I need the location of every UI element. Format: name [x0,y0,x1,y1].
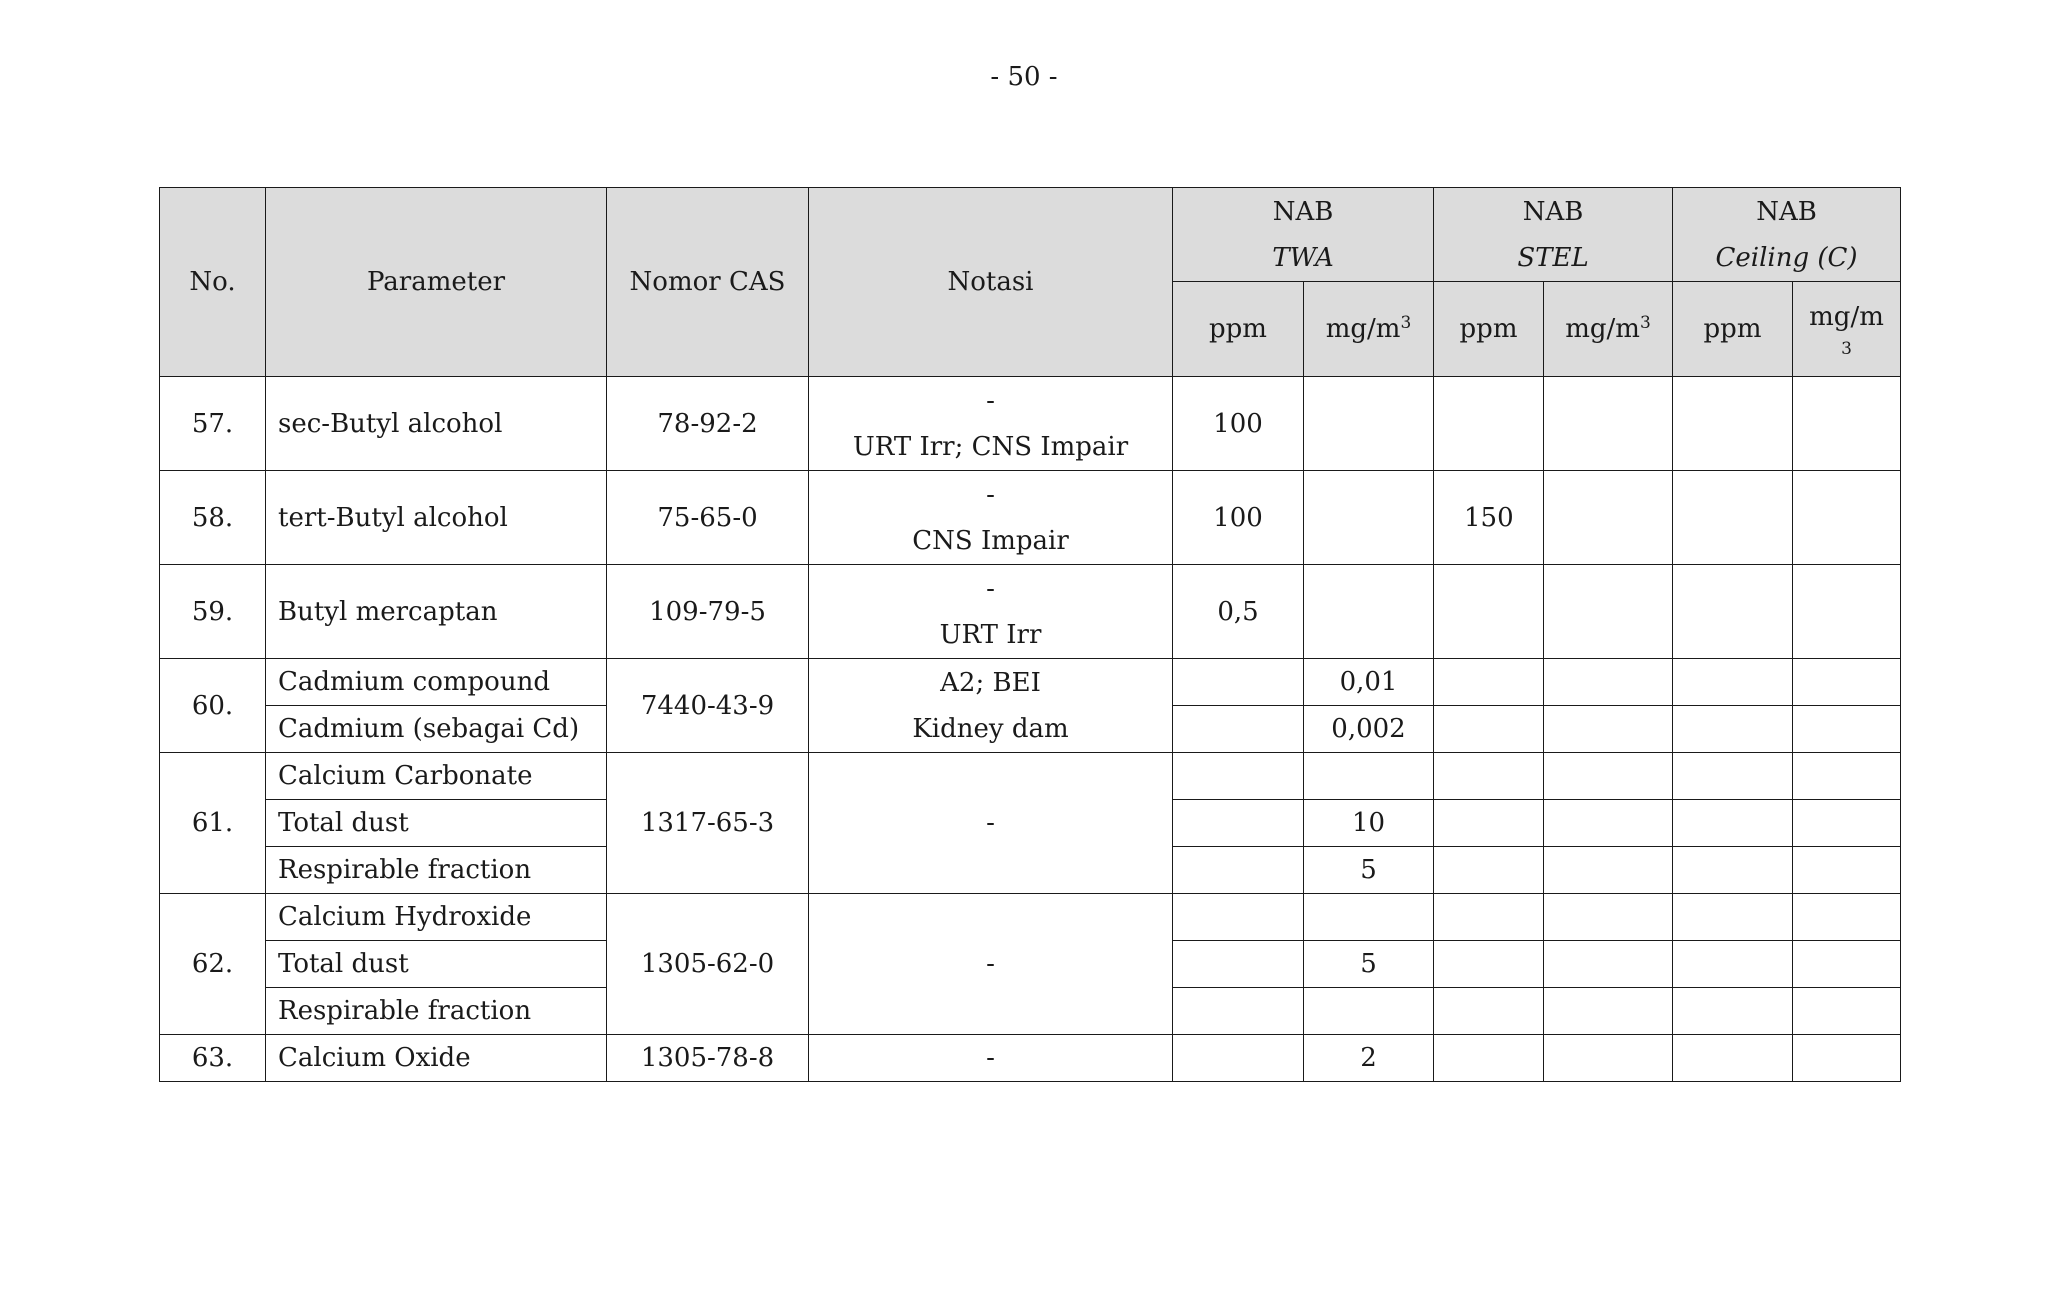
table-row [160,894,1901,941]
cell-ceiling-mgm3 [1793,659,1901,706]
table-row [160,377,1901,471]
cell-stel-ppm [1434,988,1544,1035]
notasi-line-1: A2; BEI [940,667,1041,698]
cell-stel-mgm3 [1544,941,1673,988]
unit-superscript-wrapped: 3 [1841,339,1852,359]
header-no: No. [160,188,266,377]
unit-mgm: mg/m [1325,314,1401,344]
header-stel-mgm3 [1544,282,1673,377]
cell-twa-ppm [1173,988,1304,1035]
cell-twa-mgm3: 5 [1304,847,1434,894]
cell-stel-ppm [1434,377,1544,471]
cell-twa-mgm3 [1304,377,1434,471]
cell-parameter: Respirable fraction [266,988,607,1035]
cell-ceiling-ppm [1673,1035,1793,1082]
header-stel-label: STEL [1517,242,1589,273]
cell-parameter: sec-Butyl alcohol [266,377,607,471]
cell-no: 57. [160,377,266,471]
cell-no: 59. [160,565,266,659]
cell-twa-mgm3 [1304,988,1434,1035]
cell-stel-ppm [1434,1035,1544,1082]
header-twa-label: TWA [1272,242,1334,273]
cell-no: 61. [160,753,266,894]
cell-notasi [809,659,1173,753]
cell-cas: 1305-78-8 [607,1035,809,1082]
table-row [160,1035,1901,1082]
cell-cas: 109-79-5 [607,565,809,659]
cell-stel-ppm [1434,894,1544,941]
table-row [160,471,1901,565]
cell-ceiling-ppm [1673,659,1793,706]
cell-stel-mgm3 [1544,706,1673,753]
cell-twa-ppm [1173,753,1304,800]
cell-notasi: - [809,753,1173,894]
cell-twa-ppm: 100 [1173,471,1304,565]
cell-notasi: - [809,1035,1173,1082]
cell-stel-ppm [1434,753,1544,800]
nab-table [159,187,1901,1082]
notasi-line-2: CNS Impair [912,525,1069,556]
cell-ceiling-ppm [1673,894,1793,941]
cell-twa-ppm [1173,894,1304,941]
cell-stel-ppm [1434,800,1544,847]
header-ceiling-label: Ceiling (C) [1715,242,1858,273]
cell-twa-mgm3 [1304,471,1434,565]
cell-ceiling-ppm [1673,471,1793,565]
cell-stel-mgm3 [1544,659,1673,706]
cell-parameter: Cadmium (sebagai Cd) [266,706,607,753]
unit-superscript: 3 [1400,313,1412,333]
cell-stel-mgm3 [1544,565,1673,659]
notasi-line-1: - [986,385,995,416]
cell-cas: 1317-65-3 [607,753,809,894]
cell-parameter: Calcium Oxide [266,1035,607,1082]
cell-notasi [809,471,1173,565]
notasi-line-1: - [986,479,995,510]
cell-stel-mgm3 [1544,377,1673,471]
header-ceiling-mgm3 [1793,282,1901,377]
cell-ceiling-ppm [1673,988,1793,1035]
cell-ceiling-ppm [1673,753,1793,800]
notasi-line-2: URT Irr [939,619,1042,650]
cell-ceiling-mgm3 [1793,471,1901,565]
header-ceiling-ppm: ppm [1673,282,1793,377]
cell-no: 60. [160,659,266,753]
cell-twa-mgm3 [1304,565,1434,659]
cell-parameter: Cadmium compound [266,659,607,706]
header-twa-ppm: ppm [1173,282,1304,377]
cell-stel-ppm [1434,941,1544,988]
cell-twa-ppm: 100 [1173,377,1304,471]
cell-notasi: - [809,894,1173,1035]
header-nab-label: NAB [1756,196,1817,227]
cell-twa-ppm: 0,5 [1173,565,1304,659]
unit-mgm-wrapped: mg/m [1809,302,1884,332]
table-row [160,753,1901,800]
cell-twa-ppm [1173,847,1304,894]
cell-ceiling-ppm [1673,800,1793,847]
cell-parameter: Respirable fraction [266,847,607,894]
cell-stel-ppm [1434,565,1544,659]
header-parameter: Parameter [266,188,607,377]
header-stel-ppm: ppm [1434,282,1544,377]
notasi-line-2: Kidney dam [912,713,1069,744]
cell-ceiling-ppm [1673,847,1793,894]
unit-superscript: 3 [1639,313,1651,333]
cell-stel-mgm3 [1544,471,1673,565]
cell-twa-ppm [1173,659,1304,706]
cell-twa-ppm [1173,941,1304,988]
cell-no: 58. [160,471,266,565]
cell-ceiling-mgm3 [1793,706,1901,753]
cell-stel-ppm: 150 [1434,471,1544,565]
cell-stel-mgm3 [1544,894,1673,941]
cell-parameter: Butyl mercaptan [266,565,607,659]
cell-twa-ppm [1173,1035,1304,1082]
cell-cas: 1305-62-0 [607,894,809,1035]
cell-ceiling-mgm3 [1793,377,1901,471]
cell-no: 62. [160,894,266,1035]
cell-ceiling-mgm3 [1793,988,1901,1035]
cell-cas: 7440-43-9 [607,659,809,753]
cell-cas: 75-65-0 [607,471,809,565]
cell-stel-mgm3 [1544,800,1673,847]
unit-mgm: mg/m [1565,314,1640,344]
notasi-line-1: - [986,573,995,604]
cell-ceiling-mgm3 [1793,1035,1901,1082]
cell-stel-mgm3 [1544,1035,1673,1082]
cell-twa-mgm3: 0,01 [1304,659,1434,706]
cell-twa-mgm3 [1304,753,1434,800]
cell-ceiling-ppm [1673,565,1793,659]
cell-ceiling-ppm [1673,377,1793,471]
cell-notasi [809,377,1173,471]
cell-stel-ppm [1434,659,1544,706]
cell-parameter: Total dust [266,941,607,988]
cell-parameter: tert-Butyl alcohol [266,471,607,565]
header-nab-label: NAB [1272,196,1334,227]
cell-twa-mgm3: 5 [1304,941,1434,988]
cell-parameter: Calcium Hydroxide [266,894,607,941]
cell-stel-mgm3 [1544,753,1673,800]
cell-twa-mgm3: 10 [1304,800,1434,847]
cell-twa-ppm [1173,706,1304,753]
cell-parameter: Total dust [266,800,607,847]
header-notasi: Notasi [809,188,1173,377]
cell-no: 63. [160,1035,266,1082]
header-cas: Nomor CAS [607,188,809,377]
cell-stel-mgm3 [1544,988,1673,1035]
notasi-line-2: URT Irr; CNS Impair [852,431,1129,462]
cell-ceiling-mgm3 [1793,800,1901,847]
cell-twa-ppm [1173,800,1304,847]
cell-stel-ppm [1434,706,1544,753]
cell-twa-mgm3 [1304,894,1434,941]
cell-stel-ppm [1434,847,1544,894]
cell-twa-mgm3: 0,002 [1304,706,1434,753]
cell-ceiling-mgm3 [1793,753,1901,800]
cell-ceiling-mgm3 [1793,565,1901,659]
cell-cas: 78-92-2 [607,377,809,471]
cell-ceiling-ppm [1673,941,1793,988]
header-twa-mgm3 [1304,282,1434,377]
cell-parameter: Calcium Carbonate [266,753,607,800]
cell-notasi [809,565,1173,659]
table-row [160,659,1901,706]
header-nab-label: NAB [1522,196,1584,227]
page-number: - 50 - [990,62,1058,92]
table-row [160,565,1901,659]
cell-ceiling-ppm [1673,706,1793,753]
header-nab-ceiling [1673,188,1901,282]
cell-ceiling-mgm3 [1793,941,1901,988]
header-nab-twa [1173,188,1434,282]
cell-stel-mgm3 [1544,847,1673,894]
header-nab-stel [1434,188,1673,282]
cell-twa-mgm3: 2 [1304,1035,1434,1082]
cell-ceiling-mgm3 [1793,847,1901,894]
cell-ceiling-mgm3 [1793,894,1901,941]
